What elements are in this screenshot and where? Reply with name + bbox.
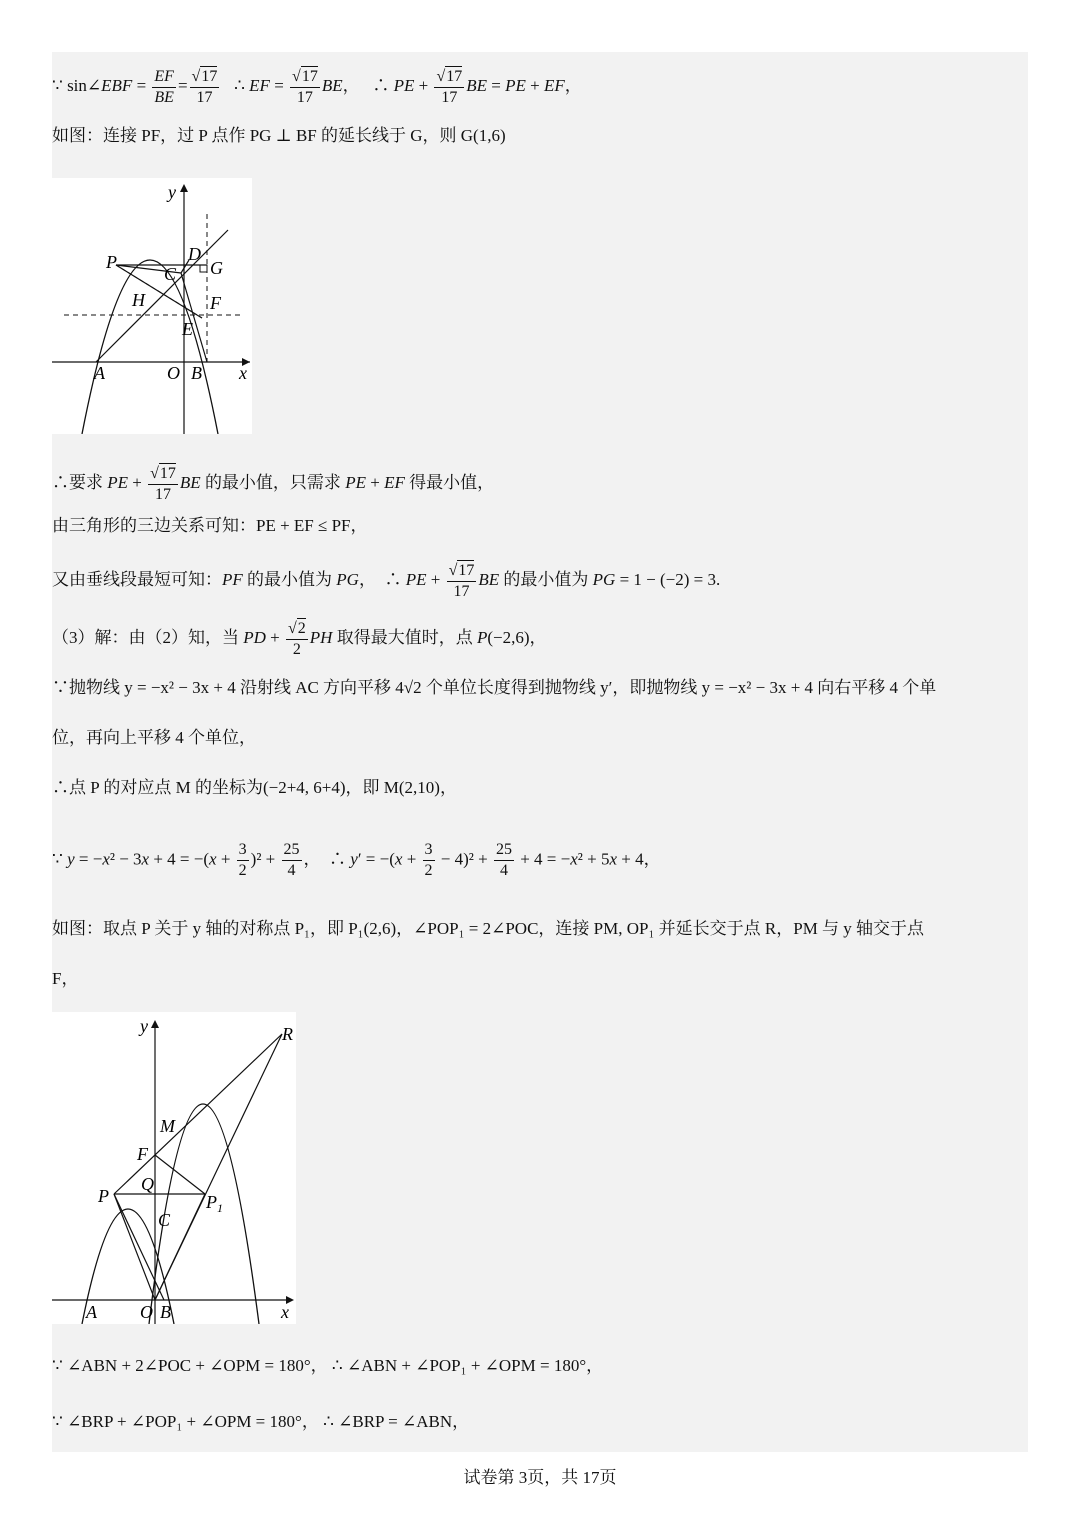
fig2-label-c: C <box>158 1210 171 1230</box>
line-cb <box>181 273 207 362</box>
line-11: 如图：取点 P 关于 y 轴的对称点 P₁，即 P₁(2,6)，∠POP₁ = 2∠POC，连接 PM, OP₁ 并延长交于点 R，PM 与 y 轴交于点 <box>52 919 925 938</box>
line-ac <box>96 230 228 362</box>
line-8: 位，再向上平移 4 个单位， <box>52 728 256 747</box>
fig2-label-f: F <box>137 1144 148 1164</box>
line-12: F， <box>52 969 79 988</box>
fig2-label-m: M <box>160 1116 175 1136</box>
line-14: ∵ ∠BRP + ∠POP₁ + ∠OPM = 180°， ∴ ∠BRP = ∠ABN， <box>52 1412 470 1431</box>
figure-1-svg <box>52 178 252 434</box>
fig2-label-p1: $P_1$ <box>206 1192 223 1215</box>
fig1-label-c: C <box>164 264 177 284</box>
fig1-label-f: F <box>210 293 221 313</box>
line-5: 又由垂线段最短可知：PF 的最小值为 PG， ∴ PE + $\frac{√17}{17}$ BE 的最小值为 PG = 1 − (−2) = 3. <box>52 562 721 600</box>
fig1-label-h: H <box>132 290 145 310</box>
y-axis-arrow <box>180 184 188 192</box>
fig1-label-x: x <box>239 363 247 383</box>
line-3: ∴要求 PE + $\frac{√17}{17}$ BE 的最小值，只需求 PE + EF 得最小值， <box>52 465 495 503</box>
fig1-label-b: B <box>191 363 202 383</box>
right-angle-mark <box>200 265 207 272</box>
figure-2 <box>52 1012 296 1324</box>
fig2-label-x: x <box>281 1302 289 1322</box>
fig1-label-a: A <box>94 363 105 383</box>
line-2: 如图：连接 PF，过 P 点作 PG ⊥ BF 的延长线于 G，则 G(1,6) <box>52 126 506 145</box>
fig1-label-g: G <box>210 258 223 278</box>
line-9: ∴点 P 的对应点 M 的坐标为(−2+4, 6+4)，即 M(2,10)， <box>52 778 457 797</box>
segment-fp1 <box>155 1155 205 1194</box>
fig2-label-r: R <box>282 1024 293 1044</box>
fig2-label-q: Q <box>141 1174 154 1194</box>
segment-pb <box>114 1194 164 1300</box>
fig1-label-o: O <box>167 363 180 383</box>
fig2-label-a: A <box>86 1302 97 1322</box>
segment-po <box>114 1194 155 1300</box>
page-footer: 试卷第 3页，共 17页 <box>463 1468 617 1487</box>
segment-pr <box>114 1034 282 1194</box>
segment-pf <box>116 265 202 318</box>
line-7: ∵抛物线 y = −x² − 3x + 4 沿射线 AC 方向平移 4√2 个单位长度得到抛物线 y′，即抛物线 y = −x² − 3x + 4 向右平移 4 个单 <box>52 678 937 697</box>
line-10: ∵ y = −x² − 3x + 4 = −(x + $\frac{3}{2}$ )² + $\frac{25}{4}$ ， ∴ y′ = −(x + $\frac{3}{2}$ − 4)² + $\frac{25}{4}$ + 4 = −x² + 5x + 4， <box>52 841 661 879</box>
fig2-y-axis-arrow <box>151 1020 159 1028</box>
figure-1 <box>52 178 252 434</box>
line-6: （3）解：由（2）知，当 PD + $\frac{√2}{2}$ PH 取得最大值时，点 P(−2,6)， <box>52 620 547 658</box>
fig1-label-d: D <box>188 244 201 264</box>
line-1: ∵ sin∠EBF = $\frac{EF}{BE}$ = $\frac{√17}{17}$ ∴ EF = $\frac{√17}{17}$ BE， ∴ PE + $\frac{√17}{17}$ BE = PE + EF， <box>52 67 582 106</box>
line-4: 由三角形的三边关系可知：PE + EF ≤ PF， <box>52 516 368 535</box>
fig2-label-o: O <box>140 1302 153 1322</box>
fig1-label-p: P <box>106 252 117 272</box>
fig2-label-y: y <box>140 1016 148 1036</box>
fig2-label-p: P <box>98 1186 109 1206</box>
line-13: ∵ ∠ABN + 2∠POC + ∠OPM = 180°， ∴ ∠ABN + ∠POP₁ + ∠OPM = 180°， <box>52 1356 604 1375</box>
fig1-label-y: y <box>168 182 176 202</box>
fig2-label-b: B <box>160 1302 171 1322</box>
figure-2-svg <box>52 1012 296 1324</box>
fig1-label-e: E <box>182 319 193 339</box>
